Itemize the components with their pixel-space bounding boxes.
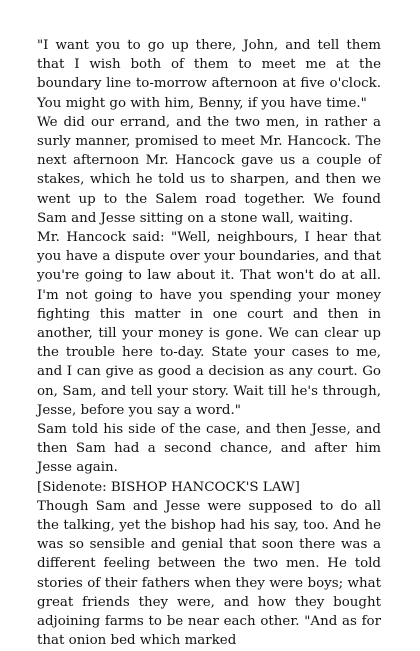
sidenote: [Sidenote: BISHOP HANCOCK'S LAW] [37,479,300,495]
paragraph-cases: Sam told his side of the case, and then Jesse, and then Sam had a second chance, and after him Jesse again. [37,422,381,476]
paragraph-instructions: "I want you to go up there, John, and tell them that I wish both of them to meet me at the boundary line to-morrow afternoon at five o'clock. You might go with him, Benny, if you have time." [37,38,381,111]
page-text [37,36,381,651]
paragraph-hancock-speech: Mr. Hancock said: "Well, neighbours, I hear that you have a dispute over your boundaries, and that you're going to law about it. That won't do at all. I'm not going to have you spending your money fighting this matter in one court and then in another, till your money is gone. We can clear up the trouble here to-day. State your cases to me, and I can give as good a decision as any court. Go on, Sam, and tell your story. Wait till he's through, Jesse, before you say a word." [37,230,381,418]
paragraph-bishop: Though Sam and Jesse were supposed to do all the talking, yet the bishop had his say, too. And he was so sensible and genial that soon there was a different feeling between the two men. He told stories of their fathers when they were boys; what great friends they were, and how they bought adjoining farms to be near each other. "And as for that onion bed which marked [37,498,381,649]
paragraph-errand: We did our errand, and the two men, in rather a surly manner, promised to meet Mr. Hancock. The next afternoon Mr. Hancock gave us a couple of stakes, which he told us to sharpen, and then we went up to the Salem road together. We found Sam and Jesse sitting on a stone wall, waiting. [37,114,381,226]
